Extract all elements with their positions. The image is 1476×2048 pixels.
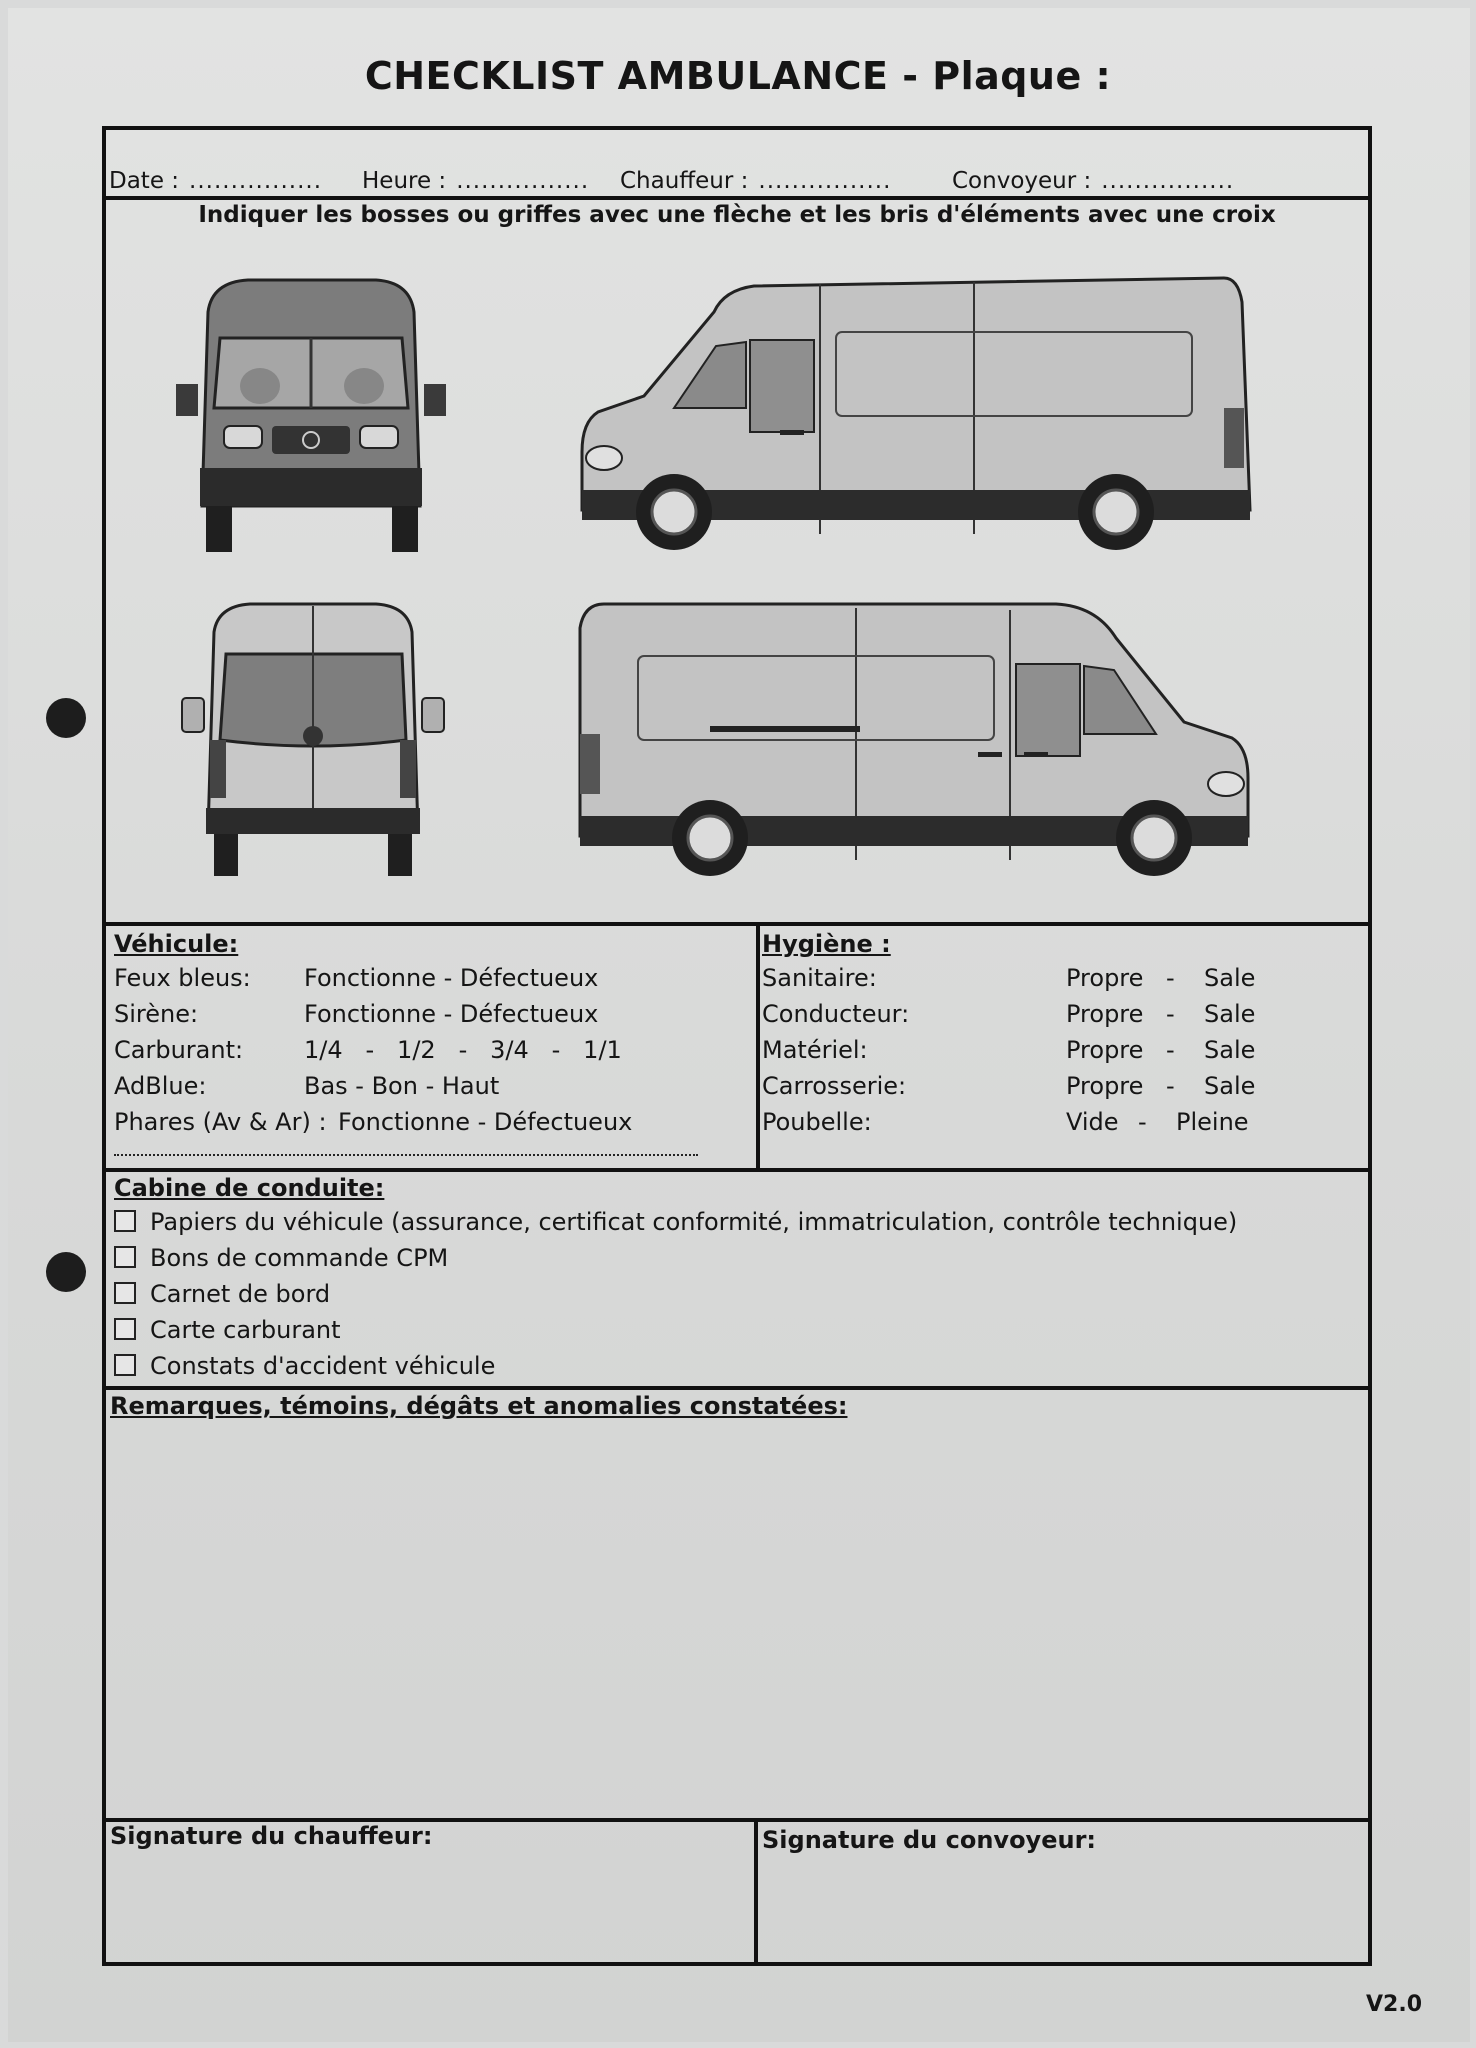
heure-blank: ................ xyxy=(456,168,590,194)
hygiene-label-poubelle: Poubelle: xyxy=(762,1108,872,1136)
cabine-item-constats[interactable] xyxy=(114,1352,495,1380)
date-label: Date : xyxy=(109,168,180,194)
hygiene-sep-sanitaire: - xyxy=(1166,964,1175,992)
vehicule-options-sirene[interactable]: Fonctionne - Défectueux xyxy=(304,1000,599,1028)
van-side-view-left[interactable] xyxy=(574,272,1274,562)
van-rear-view[interactable] xyxy=(180,602,446,878)
heure-label: Heure : xyxy=(362,168,447,194)
hygiene-opt-a-sanitaire[interactable]: Propre xyxy=(1066,964,1144,992)
vehicule-row-phares[interactable] xyxy=(114,1108,327,1136)
divider-hygiene xyxy=(106,1168,1368,1172)
vehicule-row-sirene[interactable] xyxy=(114,1000,198,1028)
signature-chauffeur-box[interactable] xyxy=(106,1860,750,1956)
hygiene-sep-carrosserie: - xyxy=(1166,1072,1175,1100)
checkbox[interactable] xyxy=(114,1354,136,1376)
hygiene-label-carrosserie: Carrosserie: xyxy=(762,1072,907,1100)
heure-field[interactable] xyxy=(362,168,589,194)
chauffeur-label: Chauffeur : xyxy=(620,168,749,194)
hygiene-label-conducteur: Conducteur: xyxy=(762,1000,910,1028)
vehicule-row-feux[interactable] xyxy=(114,964,251,992)
vehicule-options-adblue[interactable]: Bas - Bon - Haut xyxy=(304,1072,500,1100)
hygiene-opt-b-materiel[interactable]: Sale xyxy=(1204,1036,1256,1064)
vehicule-row-carburant[interactable] xyxy=(114,1036,243,1064)
divider-cabine xyxy=(106,1386,1368,1390)
hygiene-label-sanitaire: Sanitaire: xyxy=(762,964,877,992)
convoyeur-field[interactable] xyxy=(952,168,1234,194)
hygiene-opt-b-carrosserie[interactable]: Sale xyxy=(1204,1072,1256,1100)
checkbox[interactable] xyxy=(114,1210,136,1232)
cabine-item-papiers[interactable] xyxy=(114,1208,1237,1236)
hygiene-opt-a-materiel[interactable]: Propre xyxy=(1066,1036,1144,1064)
vehicule-blank-line[interactable] xyxy=(114,1154,698,1156)
divider-vehicule-hygiene xyxy=(756,922,760,1168)
vehicule-row-adblue[interactable] xyxy=(114,1072,206,1100)
divider-diagram xyxy=(106,922,1368,926)
hygiene-opt-b-poubelle[interactable]: Pleine xyxy=(1176,1108,1249,1136)
signature-convoyeur-label: Signature du convoyeur: xyxy=(762,1826,1096,1854)
date-field[interactable] xyxy=(109,168,322,194)
cabine-item-label: Bons de commande CPM xyxy=(150,1244,449,1272)
convoyeur-blank: ................ xyxy=(1101,168,1235,194)
cabine-item-label: Carte carburant xyxy=(150,1316,341,1344)
hygiene-heading: Hygiène : xyxy=(762,930,891,958)
binder-hole-bottom xyxy=(46,1252,86,1292)
page-title: CHECKLIST AMBULANCE - Plaque : xyxy=(364,54,1112,98)
chauffeur-blank: ................ xyxy=(758,168,892,194)
vehicule-heading: Véhicule: xyxy=(114,930,239,958)
cabine-item-carte[interactable] xyxy=(114,1316,341,1344)
chauffeur-field[interactable] xyxy=(620,168,891,194)
hygiene-sep-materiel: - xyxy=(1166,1036,1175,1064)
vehicule-options-phares[interactable]: Fonctionne - Défectueux xyxy=(338,1108,633,1136)
vehicule-label: Carburant: xyxy=(114,1036,244,1064)
cabine-item-label: Carnet de bord xyxy=(150,1280,331,1308)
vehicule-label: Sirène: xyxy=(114,1000,199,1028)
hygiene-sep-conducteur: - xyxy=(1166,1000,1175,1028)
hygiene-label-materiel: Matériel: xyxy=(762,1036,868,1064)
vehicule-options-carburant[interactable]: 1/4 - 1/2 - 3/4 - 1/1 xyxy=(304,1036,622,1064)
signature-convoyeur-box[interactable] xyxy=(762,1860,1362,1956)
hygiene-sep-poubelle: - xyxy=(1138,1108,1147,1136)
version-label: V2.0 xyxy=(1366,1992,1422,2017)
hygiene-opt-a-conducteur[interactable]: Propre xyxy=(1066,1000,1144,1028)
hygiene-opt-a-poubelle[interactable]: Vide xyxy=(1066,1108,1119,1136)
signature-chauffeur-label: Signature du chauffeur: xyxy=(110,1822,433,1850)
hygiene-opt-b-sanitaire[interactable]: Sale xyxy=(1204,964,1256,992)
checkbox[interactable] xyxy=(114,1318,136,1340)
cabine-item-label: Papiers du véhicule (assurance, certificat conformité, immatriculation, contrôle technique) xyxy=(150,1208,1238,1236)
cabine-heading: Cabine de conduite: xyxy=(114,1174,385,1202)
hygiene-opt-b-conducteur[interactable]: Sale xyxy=(1204,1000,1256,1028)
checkbox[interactable] xyxy=(114,1246,136,1268)
vehicule-options-feux[interactable]: Fonctionne - Défectueux xyxy=(304,964,599,992)
convoyeur-label: Convoyeur : xyxy=(952,168,1092,194)
binder-hole-top xyxy=(46,698,86,738)
date-blank: ................ xyxy=(189,168,323,194)
cabine-item-label: Constats d'accident véhicule xyxy=(150,1352,496,1380)
divider-signatures xyxy=(754,1818,758,1962)
cabine-item-bons[interactable] xyxy=(114,1244,448,1272)
remarques-heading: Remarques, témoins, dégâts et anomalies constatées: xyxy=(110,1392,848,1420)
vehicule-label: Phares (Av & Ar) : xyxy=(114,1108,327,1136)
van-front-view[interactable] xyxy=(168,276,458,562)
cabine-item-carnet[interactable] xyxy=(114,1280,330,1308)
divider-header xyxy=(106,196,1368,200)
vehicule-label: Feux bleus: xyxy=(114,964,251,992)
hygiene-opt-a-carrosserie[interactable]: Propre xyxy=(1066,1072,1144,1100)
checkbox[interactable] xyxy=(114,1282,136,1304)
checklist-form xyxy=(102,126,1372,1966)
van-side-view-right[interactable] xyxy=(576,598,1276,888)
vehicule-label: AdBlue: xyxy=(114,1072,207,1100)
remarques-area[interactable] xyxy=(106,1426,1368,1710)
diagram-instruction: Indiquer les bosses ou griffes avec une flèche et les bris d'éléments avec une croix xyxy=(198,202,1276,228)
